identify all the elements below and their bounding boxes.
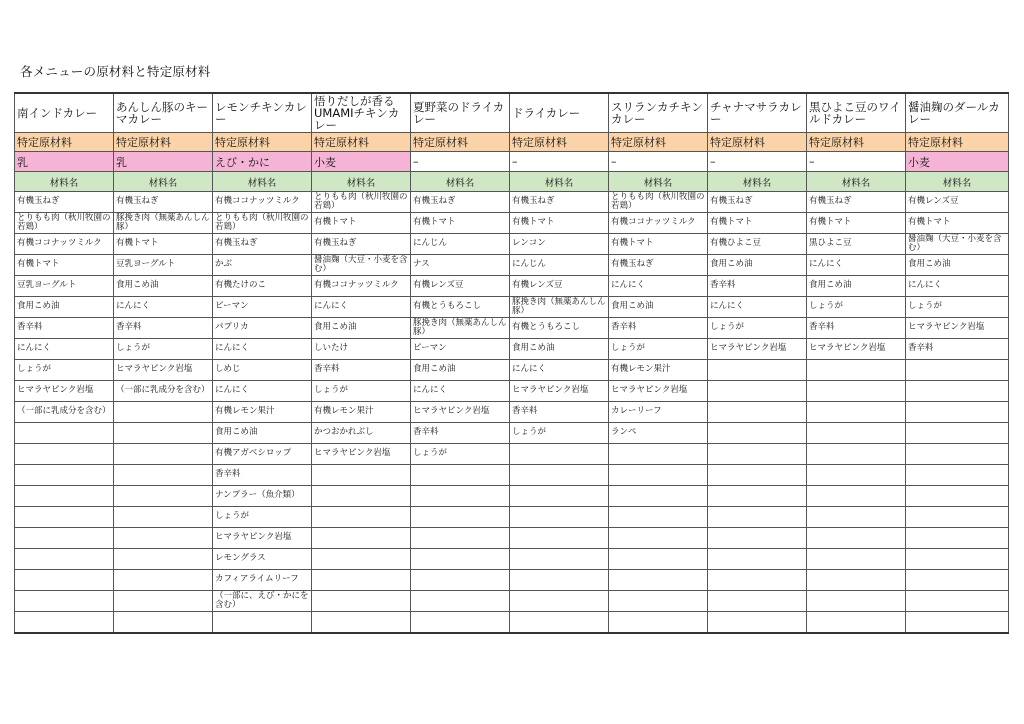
menu-name-cell: あんしん豚のキーマカレー — [114, 93, 213, 133]
table-row — [15, 360, 1009, 381]
menu-name-cell: スリランカチキンカレー — [609, 93, 708, 133]
ingredient-cell: 有機ココナッツミルク — [609, 213, 708, 234]
table-row — [15, 549, 1009, 570]
ingredient-cell — [114, 612, 213, 634]
ingredient-cell: 食用こめ油 — [213, 423, 312, 444]
ingredient-cell — [312, 486, 411, 507]
menu-name-row — [15, 93, 1009, 133]
ingredient-cell: 豆乳ヨーグルト — [15, 276, 114, 297]
ingredient-cell — [15, 465, 114, 486]
table-row — [15, 318, 1009, 339]
ingredients-header-cell: 材料名 — [114, 172, 213, 192]
ingredient-cell — [510, 612, 609, 634]
ingredient-cell — [114, 402, 213, 423]
ingredient-cell — [312, 507, 411, 528]
allergen-header-cell: 特定原材料 — [411, 133, 510, 152]
menu-name-cell: チャナマサラカレー — [708, 93, 807, 133]
ingredient-cell — [807, 528, 906, 549]
ingredient-cell: 有機レモン果汁 — [609, 360, 708, 381]
ingredient-cell: 有機アガベシロップ — [213, 444, 312, 465]
ingredient-cell — [609, 612, 708, 634]
allergen-value-cell: 小麦 — [312, 152, 411, 172]
ingredient-cell: 有機玉ねぎ — [15, 192, 114, 213]
ingredient-cell: 有機ココナッツミルク — [15, 234, 114, 255]
allergen-value-cell: えび・かに — [213, 152, 312, 172]
ingredient-cell: しょうが — [708, 318, 807, 339]
ingredient-cell: しょうが — [906, 297, 1009, 318]
ingredient-cell: にんにく — [510, 360, 609, 381]
ingredients-header-cell: 材料名 — [708, 172, 807, 192]
allergen-value-cell: – — [609, 152, 708, 172]
ingredient-cell: 有機玉ねぎ — [708, 192, 807, 213]
ingredient-cell: 有機レモン果汁 — [312, 402, 411, 423]
ingredient-cell — [906, 591, 1009, 612]
ingredients-header-cell: 材料名 — [510, 172, 609, 192]
ingredient-cell: ヒマラヤピンク岩塩 — [609, 381, 708, 402]
ingredient-cell — [708, 465, 807, 486]
ingredient-cell: 有機トマト — [708, 213, 807, 234]
ingredient-cell: 有機とうもろこし — [411, 297, 510, 318]
ingredient-cell — [807, 591, 906, 612]
ingredient-cell — [15, 612, 114, 634]
ingredient-cell: 有機トマト — [411, 213, 510, 234]
table-row — [15, 612, 1009, 634]
ingredient-cell: にんにく — [609, 276, 708, 297]
table-row — [15, 213, 1009, 234]
ingredient-cell — [906, 486, 1009, 507]
ingredient-cell — [312, 612, 411, 634]
menu-name-cell: 黒ひよこ豆のワイルドカレー — [807, 93, 906, 133]
ingredient-cell — [906, 402, 1009, 423]
allergen-value-cell: 乳 — [15, 152, 114, 172]
ingredient-cell — [906, 381, 1009, 402]
ingredient-cell: しいたけ — [312, 339, 411, 360]
ingredient-cell — [312, 528, 411, 549]
ingredient-cell: かつおかれぶし — [312, 423, 411, 444]
ingredient-cell — [609, 486, 708, 507]
ingredients-header-cell: 材料名 — [312, 172, 411, 192]
ingredient-cell — [807, 444, 906, 465]
ingredient-cell — [906, 507, 1009, 528]
ingredient-cell — [411, 465, 510, 486]
ingredient-cell: （一部に乳成分を含む） — [15, 402, 114, 423]
ingredient-cell: 有機ココナッツミルク — [213, 192, 312, 213]
allergen-header-cell: 特定原材料 — [114, 133, 213, 152]
ingredient-cell: 豚挽き肉（無薬あんしん豚） — [114, 213, 213, 234]
ingredient-cell: ヒマラヤピンク岩塩 — [312, 444, 411, 465]
ingredient-cell: ナス — [411, 255, 510, 276]
ingredient-cell — [807, 570, 906, 591]
ingredient-cell: 有機とうもろこし — [510, 318, 609, 339]
table-row — [15, 528, 1009, 549]
ingredient-cell: 有機レモン果汁 — [213, 402, 312, 423]
ingredients-header-cell: 材料名 — [213, 172, 312, 192]
ingredient-cell — [411, 507, 510, 528]
ingredient-cell: ピーマン — [213, 297, 312, 318]
ingredient-cell — [708, 423, 807, 444]
ingredient-cell — [510, 486, 609, 507]
allergen-value-cell: – — [807, 152, 906, 172]
ingredient-cell — [807, 465, 906, 486]
ingredient-cell: しょうが — [609, 339, 708, 360]
menu-name-cell: 南インドカレー — [15, 93, 114, 133]
ingredient-cell — [114, 465, 213, 486]
table-row — [15, 507, 1009, 528]
ingredient-cell: にんじん — [411, 234, 510, 255]
ingredient-cell — [510, 570, 609, 591]
ingredient-cell — [411, 570, 510, 591]
ingredient-cell: 豆乳ヨーグルト — [114, 255, 213, 276]
ingredient-cell — [411, 612, 510, 634]
ingredient-cell: 有機玉ねぎ — [807, 192, 906, 213]
ingredient-cell: 醤油麹（大豆・小麦を含む） — [906, 234, 1009, 255]
ingredient-cell: 有機玉ねぎ — [411, 192, 510, 213]
table-body — [15, 93, 1009, 633]
ingredient-cell: 醤油麹（大豆・小麦を含む） — [312, 255, 411, 276]
ingredient-cell — [708, 612, 807, 634]
ingredient-cell — [906, 444, 1009, 465]
ingredient-cell — [906, 549, 1009, 570]
ingredient-cell — [312, 591, 411, 612]
allergen-header-cell: 特定原材料 — [510, 133, 609, 152]
ingredient-cell: とりもも肉（秋川牧園の若鶏） — [312, 192, 411, 213]
ingredient-cell — [510, 507, 609, 528]
ingredient-cell — [15, 591, 114, 612]
ingredient-cell — [609, 528, 708, 549]
allergen-header-cell: 特定原材料 — [312, 133, 411, 152]
ingredient-cell: 食用こめ油 — [609, 297, 708, 318]
ingredient-cell — [906, 423, 1009, 444]
allergen-header-cell: 特定原材料 — [906, 133, 1009, 152]
ingredient-cell: 有機玉ねぎ — [114, 192, 213, 213]
ingredient-cell: 有機レンズ豆 — [906, 192, 1009, 213]
ingredient-cell: にんにく — [411, 381, 510, 402]
ingredient-cell: しょうが — [411, 444, 510, 465]
ingredient-cell — [609, 507, 708, 528]
ingredients-header-cell: 材料名 — [609, 172, 708, 192]
ingredient-cell: 有機ひよこ豆 — [708, 234, 807, 255]
ingredient-cell — [708, 486, 807, 507]
ingredient-cell — [807, 549, 906, 570]
ingredient-cell: ヒマラヤピンク岩塩 — [213, 528, 312, 549]
ingredient-cell: にんにく — [213, 381, 312, 402]
ingredient-cell: かぶ — [213, 255, 312, 276]
ingredient-cell — [807, 402, 906, 423]
ingredient-cell: 有機トマト — [609, 234, 708, 255]
table-row — [15, 297, 1009, 318]
ingredient-cell: 黒ひよこ豆 — [807, 234, 906, 255]
ingredient-cell — [510, 591, 609, 612]
ingredient-cell: 香辛料 — [114, 318, 213, 339]
ingredient-cell: しょうが — [15, 360, 114, 381]
ingredient-cell: にんにく — [906, 276, 1009, 297]
ingredient-cell — [114, 444, 213, 465]
ingredient-cell — [609, 444, 708, 465]
ingredient-cell — [708, 381, 807, 402]
ingredient-cell — [510, 528, 609, 549]
table-row — [15, 402, 1009, 423]
allergen-value-cell: – — [510, 152, 609, 172]
ingredient-cell — [807, 381, 906, 402]
ingredient-cell — [114, 570, 213, 591]
ingredient-cell — [906, 465, 1009, 486]
ingredient-cell: 食用こめ油 — [510, 339, 609, 360]
ingredient-cell: しょうが — [510, 423, 609, 444]
allergen-header-cell: 特定原材料 — [708, 133, 807, 152]
ingredient-cell: 食用こめ油 — [708, 255, 807, 276]
allergen-header-row — [15, 133, 1009, 152]
ingredient-cell: 食用こめ油 — [312, 318, 411, 339]
ingredient-cell: しょうが — [114, 339, 213, 360]
ingredient-cell: 豚挽き肉（無薬あんしん豚） — [510, 297, 609, 318]
ingredient-cell: レモングラス — [213, 549, 312, 570]
menu-name-cell: レモンチキンカレー — [213, 93, 312, 133]
ingredient-cell — [411, 528, 510, 549]
ingredient-cell: 有機トマト — [906, 213, 1009, 234]
ingredient-cell: 有機レンズ豆 — [510, 276, 609, 297]
ingredient-cell: 有機玉ねぎ — [609, 255, 708, 276]
ingredient-cell — [114, 549, 213, 570]
table-row — [15, 276, 1009, 297]
ingredients-header-cell: 材料名 — [807, 172, 906, 192]
ingredient-cell: 有機レンズ豆 — [411, 276, 510, 297]
allergen-header-cell: 特定原材料 — [609, 133, 708, 152]
ingredient-cell: 香辛料 — [411, 423, 510, 444]
ingredient-cell: とりもも肉（秋川牧園の若鶏） — [15, 213, 114, 234]
ingredients-header-cell: 材料名 — [15, 172, 114, 192]
ingredient-cell: 有機トマト — [15, 255, 114, 276]
ingredient-cell — [15, 423, 114, 444]
table-row — [15, 192, 1009, 213]
ingredient-cell: 食用こめ油 — [15, 297, 114, 318]
table-row — [15, 570, 1009, 591]
ingredient-cell: ヒマラヤピンク岩塩 — [807, 339, 906, 360]
ingredient-cell — [807, 486, 906, 507]
ingredient-cell — [114, 423, 213, 444]
ingredient-cell — [906, 360, 1009, 381]
allergen-value-cell: – — [708, 152, 807, 172]
menu-name-cell: 夏野菜のドライカレー — [411, 93, 510, 133]
ingredient-cell: レンコン — [510, 234, 609, 255]
ingredient-cell — [807, 423, 906, 444]
table-row — [15, 255, 1009, 276]
ingredient-cell — [807, 612, 906, 634]
page-title: 各メニューの原材料と特定原材料 — [20, 64, 211, 79]
ingredient-cell: にんにく — [15, 339, 114, 360]
ingredients-table — [14, 92, 1009, 634]
allergen-value-cell: 乳 — [114, 152, 213, 172]
ingredient-cell: にんにく — [708, 297, 807, 318]
ingredient-cell: ピーマン — [411, 339, 510, 360]
ingredient-cell — [708, 360, 807, 381]
ingredient-cell — [114, 591, 213, 612]
ingredient-cell: 香辛料 — [609, 318, 708, 339]
ingredient-cell — [411, 486, 510, 507]
ingredient-cell: にんじん — [510, 255, 609, 276]
ingredient-cell — [15, 444, 114, 465]
table-row — [15, 381, 1009, 402]
ingredient-cell: ヒマラヤピンク岩塩 — [708, 339, 807, 360]
ingredient-cell: とりもも肉（秋川牧園の若鶏） — [609, 192, 708, 213]
ingredient-cell: 有機ココナッツミルク — [312, 276, 411, 297]
ingredient-cell: にんにく — [114, 297, 213, 318]
menu-name-cell: ドライカレー — [510, 93, 609, 133]
ingredient-cell: （一部に乳成分を含む） — [114, 381, 213, 402]
ingredient-cell: 食用こめ油 — [906, 255, 1009, 276]
ingredients-header-row — [15, 172, 1009, 192]
ingredient-cell: 有機トマト — [114, 234, 213, 255]
table-row — [15, 423, 1009, 444]
ingredient-cell: 香辛料 — [312, 360, 411, 381]
ingredient-cell: 有機トマト — [510, 213, 609, 234]
ingredient-cell — [312, 465, 411, 486]
ingredient-cell: カフィアライムリーフ — [213, 570, 312, 591]
ingredient-cell — [807, 360, 906, 381]
ingredient-cell: カレーリーフ — [609, 402, 708, 423]
ingredient-cell: 食用こめ油 — [807, 276, 906, 297]
ingredient-cell: とりもも肉（秋川牧園の若鶏） — [213, 213, 312, 234]
table-row — [15, 234, 1009, 255]
ingredient-cell: 有機たけのこ — [213, 276, 312, 297]
table-row — [15, 339, 1009, 360]
allergen-header-cell: 特定原材料 — [15, 133, 114, 152]
ingredient-cell — [15, 549, 114, 570]
ingredient-cell: 香辛料 — [906, 339, 1009, 360]
ingredient-cell — [708, 528, 807, 549]
ingredient-cell: ヒマラヤピンク岩塩 — [510, 381, 609, 402]
ingredient-cell: しょうが — [213, 507, 312, 528]
allergen-value-row — [15, 152, 1009, 172]
ingredient-cell: 豚挽き肉（無薬あんしん豚） — [411, 318, 510, 339]
ingredient-cell — [510, 465, 609, 486]
ingredient-cell — [15, 507, 114, 528]
ingredient-cell — [411, 549, 510, 570]
ingredient-cell: 香辛料 — [807, 318, 906, 339]
ingredient-cell: （一部に、えび・かにを含む） — [213, 591, 312, 612]
ingredient-cell: 有機トマト — [312, 213, 411, 234]
ingredient-cell — [708, 591, 807, 612]
ingredient-cell: 香辛料 — [708, 276, 807, 297]
allergen-value-cell: – — [411, 152, 510, 172]
ingredient-cell: ランペ — [609, 423, 708, 444]
table-row — [15, 591, 1009, 612]
ingredient-cell: ヒマラヤピンク岩塩 — [411, 402, 510, 423]
ingredient-cell: 食用こめ油 — [411, 360, 510, 381]
ingredient-cell — [312, 549, 411, 570]
ingredient-cell — [312, 570, 411, 591]
ingredient-cell — [411, 591, 510, 612]
ingredient-cell: しょうが — [312, 381, 411, 402]
ingredient-cell — [114, 507, 213, 528]
ingredients-header-cell: 材料名 — [411, 172, 510, 192]
allergen-header-cell: 特定原材料 — [213, 133, 312, 152]
ingredient-cell — [609, 465, 708, 486]
ingredient-cell — [708, 402, 807, 423]
ingredient-cell: ヒマラヤピンク岩塩 — [15, 381, 114, 402]
ingredient-cell — [609, 570, 708, 591]
ingredient-cell: にんにく — [312, 297, 411, 318]
ingredient-cell: 香辛料 — [15, 318, 114, 339]
ingredient-cell: 有機トマト — [807, 213, 906, 234]
allergen-value-cell: 小麦 — [906, 152, 1009, 172]
ingredient-cell: ナンプラー（魚介類） — [213, 486, 312, 507]
ingredient-cell — [906, 612, 1009, 634]
table-row — [15, 444, 1009, 465]
ingredient-cell — [114, 528, 213, 549]
ingredient-cell — [906, 528, 1009, 549]
ingredient-cell — [609, 591, 708, 612]
ingredient-cell — [15, 528, 114, 549]
ingredient-cell: しょうが — [807, 297, 906, 318]
ingredient-cell: 有機玉ねぎ — [510, 192, 609, 213]
ingredient-cell — [807, 507, 906, 528]
ingredient-cell — [708, 549, 807, 570]
ingredient-cell: にんにく — [213, 339, 312, 360]
ingredient-cell — [213, 612, 312, 634]
ingredient-cell — [114, 486, 213, 507]
ingredient-cell: ヒマラヤピンク岩塩 — [906, 318, 1009, 339]
ingredient-cell: 食用こめ油 — [114, 276, 213, 297]
ingredient-cell — [708, 507, 807, 528]
ingredient-cell: にんにく — [807, 255, 906, 276]
allergen-header-cell: 特定原材料 — [807, 133, 906, 152]
ingredient-cell — [609, 549, 708, 570]
ingredient-cell — [906, 570, 1009, 591]
menu-name-cell: 醤油麹のダールカレー — [906, 93, 1009, 133]
ingredient-cell: パプリカ — [213, 318, 312, 339]
ingredient-cell — [510, 549, 609, 570]
ingredient-cell: 香辛料 — [213, 465, 312, 486]
menu-name-cell: 悟りだしが香るUMAMIチキンカレー — [312, 93, 411, 133]
ingredient-cell: 有機玉ねぎ — [312, 234, 411, 255]
ingredient-cell — [15, 570, 114, 591]
ingredient-cell: しめじ — [213, 360, 312, 381]
ingredient-cell — [708, 444, 807, 465]
ingredients-header-cell: 材料名 — [906, 172, 1009, 192]
table-row — [15, 486, 1009, 507]
table-row — [15, 465, 1009, 486]
ingredient-cell: 有機玉ねぎ — [213, 234, 312, 255]
ingredient-cell: ヒマラヤピンク岩塩 — [114, 360, 213, 381]
ingredient-cell — [15, 486, 114, 507]
ingredient-cell — [708, 570, 807, 591]
ingredient-cell — [510, 444, 609, 465]
ingredient-cell: 香辛料 — [510, 402, 609, 423]
